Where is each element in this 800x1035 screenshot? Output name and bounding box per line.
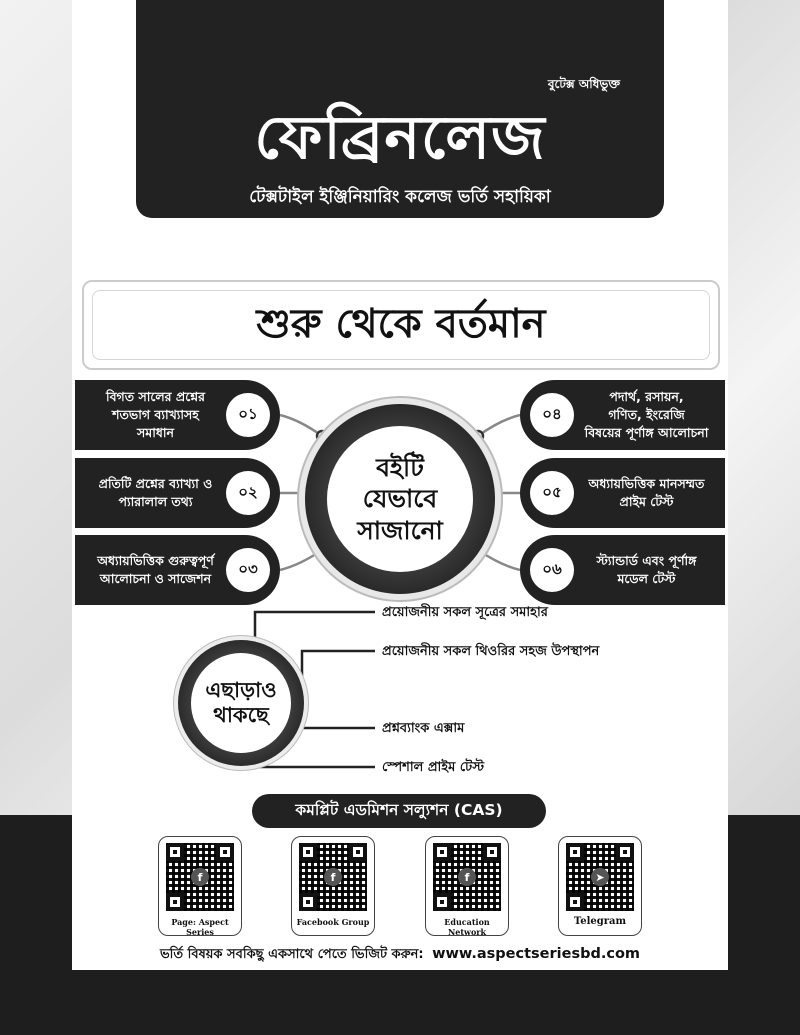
center-text: সাজানো (357, 515, 443, 545)
feature-02: প্রতিটি প্রশ্নের ব্যাখ্যা ও প্যারালাল তথ্য ০২ (75, 458, 280, 528)
qr-label: Facebook Group (296, 917, 370, 927)
qr-label: Page: Aspect Series (171, 917, 229, 937)
extra-item: স্পেশাল প্রাইম টেস্ট (382, 760, 484, 775)
qr-code (566, 843, 634, 911)
qr-card-facebook-group[interactable] (291, 836, 375, 936)
telegram-icon: ➤ (591, 868, 609, 886)
facebook-icon: f (324, 868, 342, 886)
footer (72, 945, 728, 966)
qr-label: Telegram (573, 916, 627, 927)
qr-code (299, 843, 367, 911)
feature-01: বিগত সালের প্রশ্নের শতভাগ ব্যাখ্যাসহ সমাধান ০১ (75, 380, 280, 450)
qr-card-telegram[interactable] (558, 836, 642, 936)
extra-item: প্রশ্নব্যাংক এক্সাম (382, 721, 465, 736)
center-text: যেভাবে (362, 484, 438, 514)
also-text: এছাড়াও (205, 677, 277, 702)
website-link[interactable]: www.aspectseriesbd.com (432, 946, 641, 962)
feature-number: ০৪ (530, 393, 574, 437)
qr-card-page[interactable] (158, 836, 242, 936)
feature-number: ০৬ (530, 548, 574, 592)
feature-03: অধ্যায়ভিত্তিক গুরুত্বপূর্ণ আলোচনা ও সাজেশন ০৩ (75, 535, 280, 605)
extra-item: প্রয়োজনীয় সকল সূত্রের সমাহার (382, 605, 548, 620)
qr-code (433, 843, 501, 911)
feature-04: ০৪ পদার্থ, রসায়ন, গণিত, ইংরেজি বিষয়ের পূর্ণাঙ্গ আলোচনা (520, 380, 725, 450)
extra-item: প্রয়োজনীয় সকল থিওরির সহজ উপস্থাপন (382, 644, 600, 659)
facebook-icon: f (458, 868, 476, 886)
qr-card-education-network[interactable] (425, 836, 509, 936)
feature-06: ০৬ স্ট্যান্ডার্ড এবং পূর্ণাঙ্গ মডেল টেস্ট (520, 535, 725, 605)
center-circle (305, 404, 495, 594)
feature-number: ০৩ (226, 548, 270, 592)
also-circle (178, 640, 304, 766)
facebook-icon: f (191, 868, 209, 886)
feature-number: ০১ (226, 393, 270, 437)
also-text: থাকছে (213, 703, 269, 727)
qr-label: Education Network (444, 917, 490, 937)
header-tagline: টেক্সটাইল ইঞ্জিনিয়ারিং কলেজ ভর্তি সহায়িকা (249, 187, 551, 207)
header-subtitle: বুটেক্স অধিভুক্ত (547, 77, 620, 91)
footer-text: ভর্তি বিষয়ক সবকিছু একসাথে পেতে ভিজিট করুন: (159, 947, 424, 962)
qr-code (166, 843, 234, 911)
feature-number: ০৫ (530, 471, 574, 515)
cas-banner: কমপ্লিট এডমিশন সল্যুশন (CAS) (252, 794, 546, 828)
feature-number: ০২ (226, 471, 270, 515)
feature-05: ০৫ অধ্যায়ভিত্তিক মানসম্মত প্রাইম টেস্ট (520, 458, 725, 528)
book-title: ফেব্রিনলেজ (254, 103, 546, 173)
center-text: বইটি (376, 453, 424, 483)
main-title: শুরু থেকে বর্তমান (92, 290, 710, 360)
